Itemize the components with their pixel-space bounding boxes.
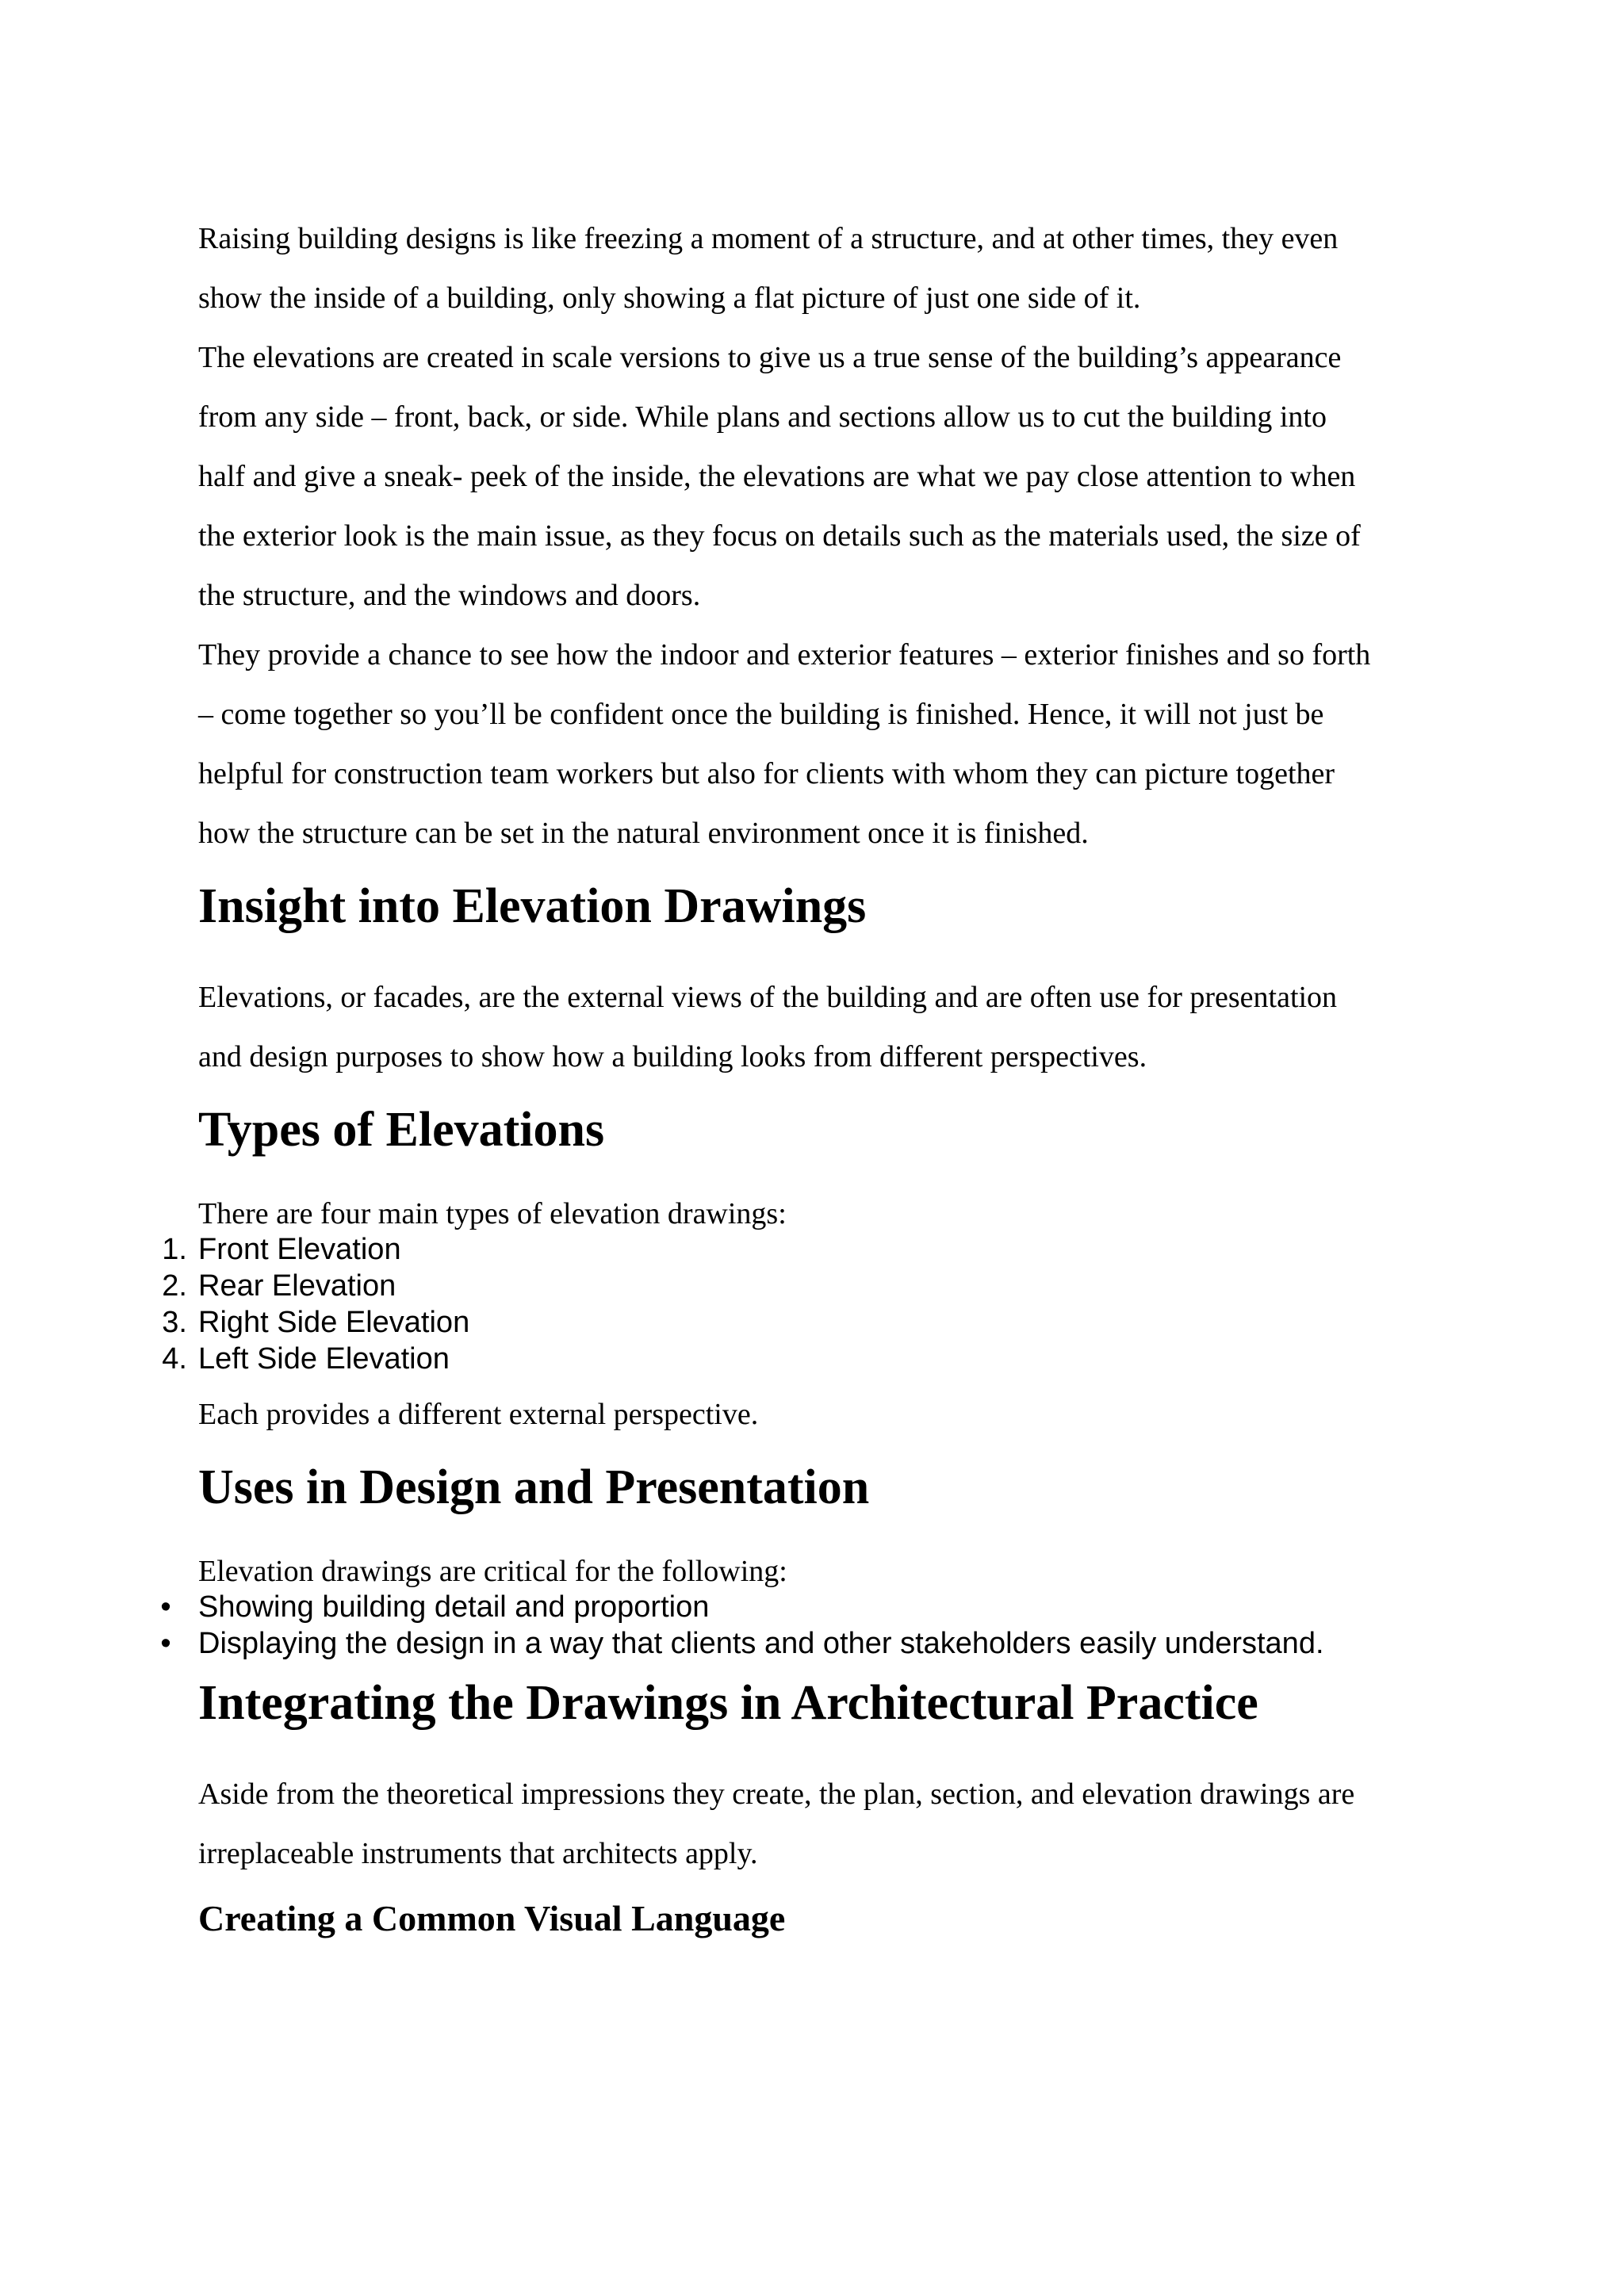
list-item: [160, 1589, 1435, 1625]
text-line: – come together so you’ll be confident once the building is finished. Hence, it will not just be: [198, 698, 1324, 731]
text-line: the exterior look is the main issue, as they focus on details such as the materials used, the size of: [198, 519, 1361, 553]
text-line: how the structure can be set in the natural environment once it is finished.: [198, 817, 1089, 850]
section-heading-insight: Insight into Elevation Drawings: [198, 879, 867, 933]
text-line: Aside from the theoretical impressions they create, the plan, section, and elevation drawings are: [198, 1777, 1355, 1811]
bullet-icon: •: [160, 1590, 171, 1624]
list-item-text: Rear Elevation: [198, 1269, 396, 1303]
text-line: the structure, and the windows and doors.: [198, 579, 701, 612]
list-item: [162, 1231, 1435, 1268]
list-item-text: Left Side Elevation: [198, 1342, 450, 1376]
bullet-icon: •: [160, 1627, 171, 1660]
list-item-text: Front Elevation: [198, 1233, 401, 1266]
list-number: 2.: [162, 1269, 187, 1303]
list-item-text: Right Side Elevation: [198, 1306, 470, 1339]
text-line: half and give a sneak- peek of the inside, the elevations are what we pay close attention to when: [198, 460, 1356, 493]
insight-paragraph: [198, 968, 1435, 1087]
list-number: 1.: [162, 1233, 187, 1266]
list-item: [162, 1341, 1435, 1377]
section-heading-integrating: Integrating the Drawings in Architectural Practice: [198, 1676, 1258, 1730]
section-heading-uses: Uses in Design and Presentation: [198, 1460, 870, 1514]
list-item: [162, 1304, 1435, 1341]
elevation-types-list: [162, 1231, 1435, 1377]
text-line: Raising building designs is like freezing a moment of a structure, and at other times, they even: [198, 222, 1339, 255]
text-line: They provide a chance to see how the indoor and exterior features – exterior finishes and so forth: [198, 638, 1371, 672]
types-lead-text: There are four main types of elevation drawings:: [198, 1197, 787, 1230]
document-page: [160, 209, 1435, 1944]
list-item: [160, 1625, 1435, 1662]
types-closing-text: Each provides a different external perspective.: [198, 1398, 759, 1431]
uses-bullet-list: [160, 1589, 1435, 1662]
subsection-heading-common-language: Creating a Common Visual Language: [198, 1898, 786, 1938]
list-number: 3.: [162, 1306, 187, 1339]
list-number: 4.: [162, 1342, 187, 1376]
list-item-text: Displaying the design in a way that clients and other stakeholders easily understand.: [198, 1627, 1324, 1660]
text-line: and design purposes to show how a building looks from different perspectives.: [198, 1040, 1147, 1073]
text-line: show the inside of a building, only showing a flat picture of just one side of it.: [198, 281, 1141, 315]
section-heading-types: Types of Elevations: [198, 1103, 605, 1157]
list-item-text: Showing building detail and proportion: [198, 1590, 710, 1624]
text-line: helpful for construction team workers but also for clients with whom they can picture together: [198, 757, 1335, 790]
text-line: The elevations are created in scale versions to give us a true sense of the building’s appearance: [198, 341, 1342, 374]
intro-paragraph-3: [198, 626, 1435, 863]
uses-lead-text: Elevation drawings are critical for the following:: [198, 1555, 787, 1588]
intro-paragraph-1: [198, 209, 1435, 328]
intro-paragraph-2: [198, 328, 1435, 626]
text-line: irreplaceable instruments that architects apply.: [198, 1837, 758, 1870]
integrating-paragraph: [198, 1765, 1435, 1884]
text-line: Elevations, or facades, are the external views of the building and are often use for presentation: [198, 981, 1338, 1014]
list-item: [162, 1268, 1435, 1304]
text-line: from any side – front, back, or side. While plans and sections allow us to cut the building into: [198, 400, 1327, 434]
